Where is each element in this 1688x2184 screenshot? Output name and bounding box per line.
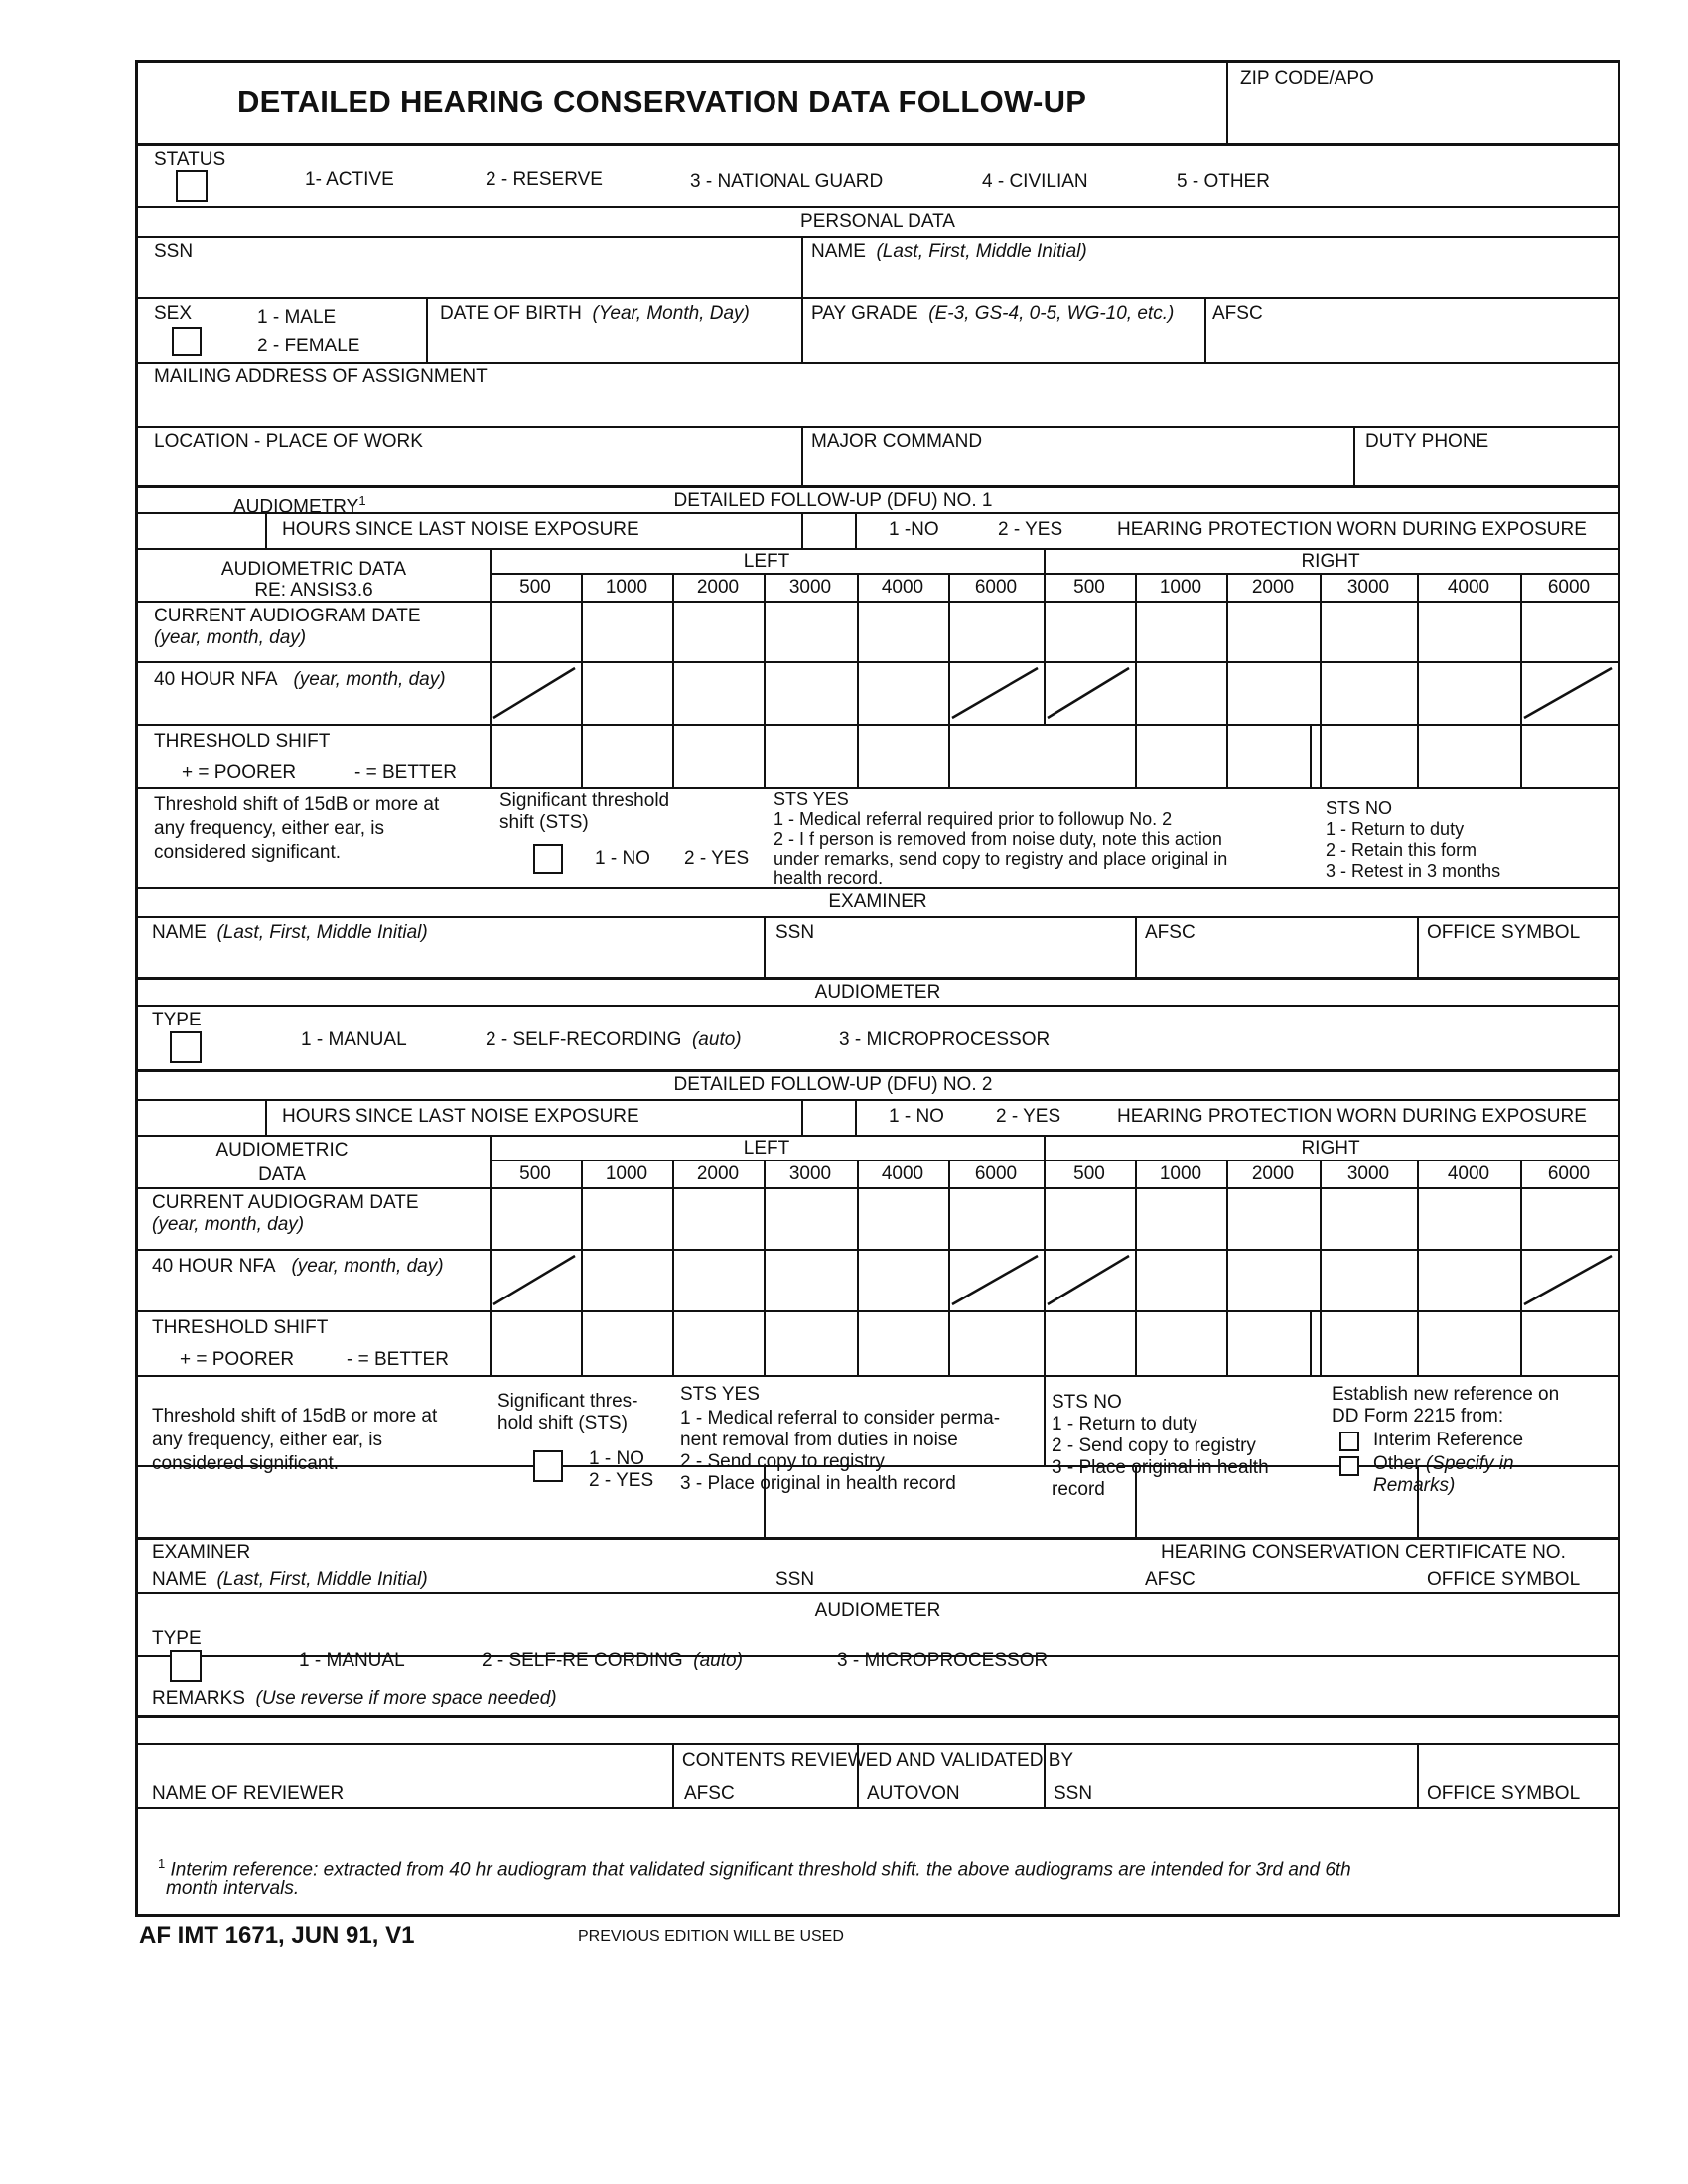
dfu2-note-line: any frequency, either ear, is [152, 1430, 382, 1450]
dfu2-heading: DETAILED FOLLOW-UP (DFU) NO. 2 [673, 1074, 993, 1095]
form-identifier: AF IMT 1671, JUN 91, V1 [139, 1922, 415, 1949]
dfu2-current-date-label: CURRENT AUDIOGRAM DATE [152, 1192, 419, 1213]
divider [138, 362, 1618, 364]
duty-phone-label: DUTY PHONE [1365, 431, 1489, 452]
status-checkbox[interactable] [176, 170, 208, 202]
dfu1-left-ear-label: LEFT [743, 551, 790, 572]
dfu2-shift-na-slash [490, 1252, 581, 1308]
dfu2-sts-checkbox[interactable] [533, 1450, 563, 1482]
divider [138, 1743, 1618, 1745]
dfu2-protection-yes: 2 - YES [996, 1106, 1061, 1127]
dfu1-sts-no-line: 3 - Retest in 3 months [1326, 861, 1501, 881]
dfu2-hours-label: HOURS SINCE LAST NOISE EXPOSURE [282, 1106, 639, 1127]
dfu2-frequency-1000-right: 1000 [1159, 1163, 1202, 1184]
divider [138, 1807, 1618, 1809]
divider [855, 512, 857, 549]
grid-column-line [581, 573, 583, 787]
examiner2-afsc-label: AFSC [1145, 1570, 1196, 1590]
divider [138, 1249, 1618, 1251]
divider [138, 1005, 1618, 1007]
dfu2-frequency-2000-left: 2000 [696, 1163, 740, 1184]
dfu2-sts-yes-line: 3 - Place original in health record [680, 1473, 956, 1494]
divider [801, 298, 803, 363]
dfu1-frequency-3000-right: 3000 [1346, 577, 1390, 598]
dfu2-better-label: - = BETTER [347, 1349, 449, 1370]
dfu2-protection-no: 1 - NO [889, 1106, 944, 1127]
divider [801, 237, 803, 299]
dfu1-current-date-label: CURRENT AUDIOGRAM DATE [154, 606, 421, 626]
dfu2-poorer-label: + = POORER [180, 1349, 295, 1370]
dfu2-sts-no-line: 1 - Return to duty [1052, 1414, 1197, 1434]
dfu1-sts-no-title: STS NO [1326, 798, 1393, 818]
audiometer1-self-recording: 2 - SELF-RECORDING (auto) [486, 1029, 742, 1050]
mailing-address-label: MAILING ADDRESS OF ASSIGNMENT [154, 366, 488, 387]
audiometer1-microprocessor: 3 - MICROPROCESSOR [839, 1029, 1051, 1050]
divider [138, 143, 1618, 146]
dfu1-sts-yes-title: STS YES [774, 789, 849, 809]
divider [138, 1310, 1618, 1312]
grid-column-line [581, 1160, 583, 1375]
dfu1-frequency-1000-left: 1000 [605, 577, 648, 598]
dfu1-audiometric-data-label: AUDIOMETRIC DATA [220, 559, 407, 580]
divider [490, 1160, 1618, 1161]
dfu1-sts-yes-line: health record. [774, 868, 884, 887]
dfu2-frequency-2000-right: 2000 [1251, 1163, 1295, 1184]
location-label: LOCATION - PLACE OF WORK [154, 431, 423, 452]
dfu1-frequency-6000-left: 6000 [974, 577, 1018, 598]
dfu2-sts-label: Significant thres- [497, 1391, 638, 1412]
divider [1310, 725, 1312, 788]
audiometer2-self-recording: 2 - SELF-RE CORDING (auto) [482, 1650, 743, 1671]
dfu2-sts-yes-title: STS YES [680, 1384, 760, 1405]
dfu1-better-label: - = BETTER [354, 762, 457, 783]
examiner1-heading: EXAMINER [828, 891, 927, 912]
examiner2-name-label: NAME (Last, First, Middle Initial) [152, 1570, 428, 1590]
dfu2-sts-no-line: 3 - Place original in health [1052, 1457, 1269, 1478]
dfu2-frequency-4000-right: 4000 [1447, 1163, 1490, 1184]
dfu1-sts-no: 1 - NO [595, 848, 650, 869]
dfu1-poorer-label: + = POORER [182, 762, 297, 783]
grid-column-line [857, 573, 859, 787]
divider [1044, 1375, 1046, 1466]
divider [265, 1099, 267, 1136]
dfu2-sts-no-line: 2 - Send copy to registry [1052, 1435, 1256, 1456]
divider [138, 977, 1618, 980]
pay-grade-label: PAY GRADE (E-3, GS-4, 0-5, WG-10, etc.) [811, 303, 1175, 324]
divider [801, 512, 803, 549]
grid-column-line [1226, 573, 1228, 787]
dfu1-sts-label: Significant threshold [499, 790, 670, 811]
dfu2-shift-na-slash [948, 1252, 1044, 1308]
other-reference-label: Other (Specify in [1373, 1453, 1514, 1474]
form-title: DETAILED HEARING CONSERVATION DATA FOLLOW-UP [237, 84, 1087, 119]
divider [1226, 63, 1228, 144]
divider [138, 1187, 1618, 1189]
dfu1-sts-yes: 2 - YES [684, 848, 750, 869]
status-option-national-guard: 3 - NATIONAL GUARD [690, 171, 884, 192]
divider [1204, 298, 1206, 363]
divider [138, 548, 1618, 550]
dfu1-hours-label: HOURS SINCE LAST NOISE EXPOSURE [282, 519, 639, 540]
divider [138, 1069, 1618, 1072]
dfu1-frequency-2000-right: 2000 [1251, 577, 1295, 598]
audiometer1-type-label: TYPE [152, 1010, 202, 1030]
dfu1-right-ear-label: RIGHT [1301, 551, 1360, 572]
dfu1-shift-na-slash [1520, 664, 1618, 722]
footnote-line: month intervals. [166, 1878, 300, 1899]
interim-reference-checkbox[interactable] [1339, 1432, 1359, 1451]
dfu2-sts-yes-line: 1 - Medical referral to consider perma- [680, 1408, 1001, 1429]
divider [138, 1592, 1618, 1594]
grid-column-line [857, 1160, 859, 1375]
divider [138, 485, 1618, 488]
divider [764, 917, 766, 979]
audiometer1-type-checkbox[interactable] [170, 1031, 202, 1063]
divider [801, 1099, 803, 1136]
sex-option-female: 2 - FEMALE [257, 336, 360, 356]
dfu2-sts-label: hold shift (STS) [497, 1413, 628, 1433]
examiner2-ssn-label: SSN [775, 1570, 815, 1590]
dfu2-frequency-3000-left: 3000 [788, 1163, 832, 1184]
grid-column-line [1135, 1160, 1137, 1375]
divider [138, 787, 1618, 789]
dfu1-frequency-1000-right: 1000 [1159, 577, 1202, 598]
dfu2-new-reference-line: Establish new reference on [1332, 1384, 1560, 1405]
divider [138, 426, 1618, 428]
audiometer1-manual: 1 - MANUAL [301, 1029, 407, 1050]
dfu1-protection-label: HEARING PROTECTION WORN DURING EXPOSURE [1117, 519, 1587, 540]
reviewer-afsc-label: AFSC [684, 1783, 735, 1804]
divider [1353, 427, 1355, 486]
sex-label: SEX [154, 303, 193, 324]
grid-column-line [1226, 1160, 1228, 1375]
hearing-conservation-form [135, 60, 1620, 1917]
audiometer1-heading: AUDIOMETER [814, 982, 941, 1003]
dfu2-note-line: considered significant. [152, 1453, 339, 1474]
divider [138, 916, 1618, 918]
divider [490, 573, 1618, 575]
dfu2-nfa-label: 40 HOUR NFA (year, month, day) [152, 1256, 444, 1277]
dfu2-frequency-500-right: 500 [1073, 1163, 1105, 1184]
divider [138, 724, 1618, 726]
dfu1-frequency-6000-right: 6000 [1547, 577, 1591, 598]
other-reference-hint: Remarks) [1373, 1475, 1456, 1496]
divider [1135, 917, 1137, 979]
examiner2-heading: EXAMINER [152, 1542, 251, 1563]
divider [1044, 1311, 1046, 1376]
dfu1-standard-label: RE: ANSIS3.6 [254, 580, 373, 601]
audiometer2-manual: 1 - MANUAL [299, 1650, 405, 1671]
dfu2-frequency-6000-left: 6000 [974, 1163, 1018, 1184]
edition-note: PREVIOUS EDITION WILL BE USED [578, 1928, 844, 1945]
divider [855, 1099, 857, 1136]
grid-column-line [672, 1160, 674, 1375]
examiner1-afsc-label: AFSC [1145, 922, 1196, 943]
divider [426, 298, 428, 363]
sex-checkbox[interactable] [172, 327, 202, 356]
grid-column-line [764, 1160, 766, 1375]
dfu2-data-label: DATA [258, 1164, 306, 1185]
divider [138, 206, 1618, 208]
zip-code-label: ZIP CODE/APO [1240, 68, 1374, 89]
dfu1-frequency-3000-left: 3000 [788, 577, 832, 598]
status-option-active: 1- ACTIVE [305, 169, 394, 190]
dfu2-frequency-6000-right: 6000 [1547, 1163, 1591, 1184]
review-heading: CONTENTS REVIEWED AND VALIDATED BY [681, 1750, 1074, 1771]
dfu1-sts-no-line: 2 - Retain this form [1326, 840, 1477, 860]
dfu2-protection-label: HEARING PROTECTION WORN DURING EXPOSURE [1117, 1106, 1587, 1127]
audiometry-label: AUDIOMETRY$^1$ [233, 493, 366, 518]
examiner2-office-label: OFFICE SYMBOL [1427, 1570, 1581, 1590]
dfu1-threshold-shift-label: THRESHOLD SHIFT [154, 731, 331, 751]
dfu1-nfa-label: 40 HOUR NFA (year, month, day) [154, 669, 446, 690]
dfu2-shift-na-slash [1520, 1252, 1618, 1308]
divider [138, 661, 1618, 663]
remarks-label: REMARKS (Use reverse if more space needed) [152, 1688, 557, 1708]
date-of-birth-label: DATE OF BIRTH (Year, Month, Day) [440, 303, 750, 324]
dfu1-note-line: Threshold shift of 15dB or more at [154, 794, 440, 815]
dfu1-shift-na-slash [948, 664, 1044, 722]
dfu2-frequency-1000-left: 1000 [605, 1163, 648, 1184]
status-option-reserve: 2 - RESERVE [486, 169, 603, 190]
divider [138, 236, 1618, 238]
divider [1417, 917, 1419, 979]
dfu2-sts-no-line: record [1052, 1479, 1105, 1500]
dfu2-sts-yes-line: 2 - Send copy to registry [680, 1451, 885, 1472]
reviewer-name-label: NAME OF REVIEWER [152, 1783, 345, 1804]
divider [138, 1537, 1618, 1540]
dfu2-right-ear-label: RIGHT [1301, 1138, 1360, 1159]
audiometer2-heading: AUDIOMETER [814, 1600, 941, 1621]
dfu2-current-date-hint: (year, month, day) [152, 1214, 305, 1235]
reviewer-office-label: OFFICE SYMBOL [1427, 1783, 1581, 1804]
dfu1-note-line: any frequency, either ear, is [154, 818, 384, 839]
grid-column-line [1417, 573, 1419, 787]
dfu2-threshold-shift-label: THRESHOLD SHIFT [152, 1317, 329, 1338]
audiometer2-microprocessor: 3 - MICROPROCESSOR [837, 1650, 1049, 1671]
divider [1310, 1311, 1312, 1376]
dfu1-frequency-4000-left: 4000 [881, 577, 924, 598]
dfu2-sts-no-title: STS NO [1052, 1392, 1122, 1413]
dfu1-note-line: considered significant. [154, 842, 341, 863]
dfu1-shift-na-slash [1044, 664, 1135, 722]
dfu1-frequency-2000-left: 2000 [696, 577, 740, 598]
other-reference-checkbox[interactable] [1339, 1456, 1359, 1476]
dfu1-sts-yes-line: 2 - I f person is removed from noise duty, note this action [774, 829, 1222, 849]
dfu1-sts-yes-line: under remarks, send copy to registry and place original in [774, 849, 1228, 869]
dfu1-frequency-4000-right: 4000 [1447, 577, 1490, 598]
afsc-label: AFSC [1212, 303, 1263, 324]
certificate-number-label: HEARING CONSERVATION CERTIFICATE NO. [1161, 1542, 1566, 1563]
reviewer-autovon-label: AUTOVON [867, 1783, 960, 1804]
dfu2-shift-na-slash [1044, 1252, 1135, 1308]
ssn-label: SSN [154, 241, 194, 262]
status-label: STATUS [154, 149, 226, 170]
examiner1-ssn-label: SSN [775, 922, 815, 943]
examiner1-office-label: OFFICE SYMBOL [1427, 922, 1581, 943]
divider [138, 297, 1618, 299]
dfu2-frequency-3000-right: 3000 [1346, 1163, 1390, 1184]
dfu2-frequency-500-left: 500 [519, 1163, 551, 1184]
divider [138, 1715, 1618, 1718]
interim-reference-label: Interim Reference [1373, 1430, 1524, 1450]
grid-column-line [1320, 573, 1322, 787]
examiner1-name-label: NAME (Last, First, Middle Initial) [152, 922, 428, 943]
name-label: NAME (Last, First, Middle Initial) [811, 241, 1087, 262]
dfu1-protection-yes: 2 - YES [998, 519, 1063, 540]
footnote-line: $^1$ Interim reference: extracted from 40 hr audiogram that validated significant threshold shift. the above audiograms are intended for 3rd and 6th [158, 1856, 1351, 1881]
dfu2-note-line: Threshold shift of 15dB or more at [152, 1406, 438, 1427]
dfu1-sts-yes-line: 1 - Medical referral required prior to followup No. 2 [774, 809, 1173, 829]
dfu2-sts-yes: 2 - YES [589, 1470, 654, 1491]
major-command-label: MAJOR COMMAND [811, 431, 983, 452]
personal-data-heading: PERSONAL DATA [800, 211, 955, 232]
audiometer2-type-checkbox[interactable] [170, 1650, 202, 1682]
grid-column-line [1320, 1160, 1322, 1375]
divider [801, 427, 803, 486]
dfu1-sts-label: shift (STS) [499, 812, 589, 833]
divider [138, 1135, 1618, 1137]
reviewer-ssn-label: SSN [1054, 1783, 1093, 1804]
dfu2-sts-yes-line: nent removal from duties in noise [680, 1430, 958, 1450]
dfu1-current-date-hint: (year, month, day) [154, 627, 307, 648]
dfu2-frequency-4000-left: 4000 [881, 1163, 924, 1184]
grid-column-line [764, 573, 766, 787]
status-option-civilian: 4 - CIVILIAN [982, 171, 1088, 192]
dfu1-frequency-500-right: 500 [1073, 577, 1105, 598]
status-option-other: 5 - OTHER [1177, 171, 1270, 192]
dfu1-shift-na-slash [490, 664, 581, 722]
dfu2-new-reference-line: DD Form 2215 from: [1332, 1406, 1504, 1427]
dfu1-frequency-500-left: 500 [519, 577, 551, 598]
divider [138, 1099, 1618, 1101]
dfu1-sts-checkbox[interactable] [533, 844, 563, 874]
divider [138, 1375, 1618, 1377]
dfu1-sts-no-line: 1 - Return to duty [1326, 819, 1465, 839]
dfu2-sts-no: 1 - NO [589, 1448, 644, 1469]
dfu1-heading: DETAILED FOLLOW-UP (DFU) NO. 1 [673, 490, 993, 511]
grid-column-line [672, 573, 674, 787]
sex-option-male: 1 - MALE [257, 307, 337, 328]
grid-column-line [1135, 573, 1137, 787]
dfu1-protection-no: 1 -NO [889, 519, 939, 540]
dfu2-left-ear-label: LEFT [743, 1138, 790, 1159]
dfu2-audiometric-label: AUDIOMETRIC [215, 1140, 349, 1160]
grid-column-line [1417, 1160, 1419, 1375]
audiometer2-type-label: TYPE [152, 1628, 202, 1649]
